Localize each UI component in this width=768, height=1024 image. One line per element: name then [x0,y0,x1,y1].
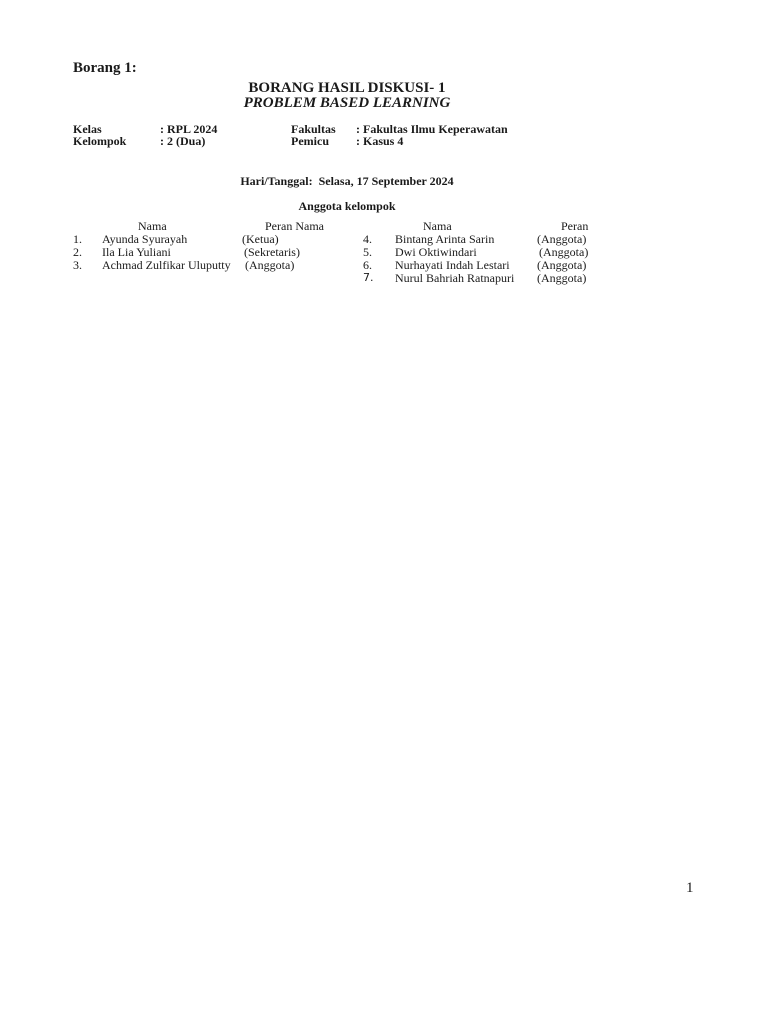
member-name: Ayunda Syurayah [102,232,188,246]
member-no: 4. [363,232,372,246]
member-role: (Anggota) [537,232,587,246]
member-role: (Anggota) [537,258,587,272]
date-value: Selasa, 17 September 2024 [318,174,454,188]
member-name: Nurul Bahriah Ratnapuri [395,271,515,285]
pemicu-label: Pemicu [291,134,329,148]
member-role: (Anggota) [537,271,587,285]
member-no: 2. [73,245,82,259]
right-nama-header: Nama [423,219,452,233]
date-label: Hari/Tanggal: [240,174,313,188]
member-no: 6. [363,258,372,272]
members-title: Anggota kelompok [298,199,396,213]
member-role: (Anggota) [245,258,295,272]
member-no: 7. [363,271,374,284]
member-role: (Sekretaris) [244,245,300,259]
kelompok-value: : 2 (Dua) [160,134,206,148]
kelas-value: : RPL 2024 [160,122,218,136]
member-no: 3. [73,258,82,272]
left-nama-header: Nama [138,219,167,233]
document-title: BORANG HASIL DISKUSI- 1 [248,80,446,96]
fakultas-value: : Fakultas Ilmu Keperawatan [356,122,508,136]
fakultas-label: Fakultas [291,122,336,136]
left-peran-header: Peran Nama [265,219,324,233]
document-subtitle: PROBLEM BASED LEARNING [243,95,451,111]
date-line [0,174,694,189]
member-name: Bintang Arinta Sarin [395,232,495,246]
member-name: Achmad Zulfikar Uluputty [102,258,231,272]
member-no: 5. [363,245,372,259]
member-name: Ila Lia Yuliani [102,245,171,259]
member-name: Dwi Oktiwindari [395,245,477,259]
member-role: (Anggota) [539,245,589,259]
member-role: (Ketua) [242,232,279,246]
kelompok-label: Kelompok [73,134,127,148]
member-no: 1. [73,232,82,246]
right-peran-header: Peran [561,219,589,233]
kelas-label: Kelas [73,122,102,136]
member-name: Nurhayati Indah Lestari [395,258,510,272]
form-label: Borang 1: [73,60,137,76]
page-number: 1 [686,880,694,896]
pemicu-value: : Kasus 4 [356,134,404,148]
